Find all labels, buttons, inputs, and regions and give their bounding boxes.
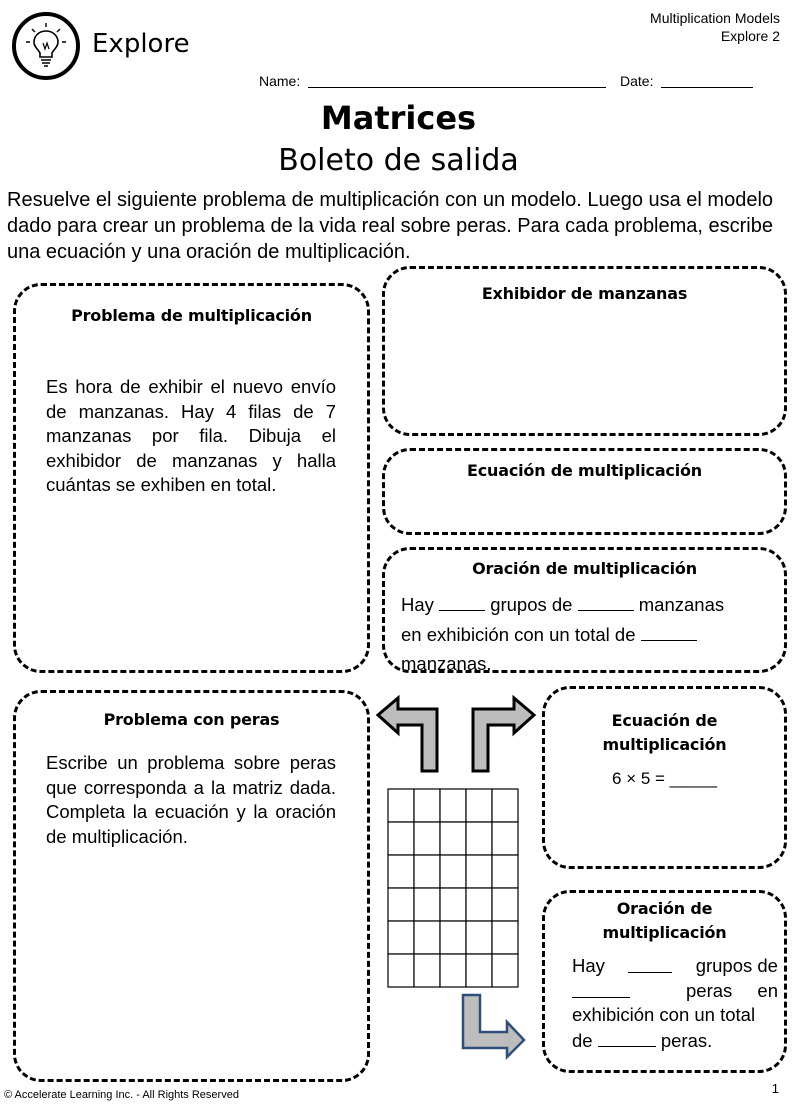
equation2-title-line1: Ecuación de <box>611 711 718 730</box>
sentence1-part1: Hay <box>401 594 434 615</box>
array-model <box>387 788 517 986</box>
sentence1-blank-groups[interactable] <box>439 592 485 611</box>
date-field[interactable] <box>661 87 753 88</box>
problem2-text: Escribe un problema sobre peras que corresponda a la matriz dada. Completa la ecuación y la oración de multiplicación. <box>46 752 336 847</box>
array-cell <box>414 954 440 987</box>
problem1-text: Es hora de exhibir el nuevo envío de manzanas. Hay 4 filas de 7 manzanas por fila. Dibuja el exhibidor de manzanas y halla cuántas se exhiben en total. <box>46 376 336 495</box>
explore-logo <box>11 11 81 81</box>
problem1-title: Problema de multiplicación <box>71 306 312 325</box>
array-cell <box>492 789 518 822</box>
array-cell <box>388 888 414 921</box>
array-cell <box>466 921 492 954</box>
array-cell <box>414 855 440 888</box>
sentence1-title: Oración de multiplicación <box>472 559 697 578</box>
array-cell <box>466 789 492 822</box>
array-cell <box>388 855 414 888</box>
array-cell <box>440 855 466 888</box>
sentence2-part1: Hay <box>572 955 605 976</box>
equation-box-manzanas[interactable] <box>382 448 787 535</box>
equation-box-peras <box>542 686 787 869</box>
array-cell <box>466 855 492 888</box>
sentence-box-manzanas <box>382 547 787 673</box>
sentence-box-peras <box>542 890 787 1073</box>
array-cell <box>492 954 518 987</box>
unit-title: Multiplication Models <box>650 10 780 26</box>
sentence1-part4: en exhibición con un total de <box>401 623 636 645</box>
problem-box-peras <box>13 690 370 1082</box>
equation1-title: Ecuación de multiplicación <box>467 461 702 480</box>
sentence1-part5: manzanas. <box>401 653 492 674</box>
instructions: Resuelve el siguiente problema de multiplicación con un modelo. Luego usa el modelo dado para crear un problema de la vida real sobre peras. Para cada problema, escribe una ecuación y una oración de multiplicación. <box>7 189 774 263</box>
array-cell <box>388 789 414 822</box>
array-cell <box>492 855 518 888</box>
sentence1-part2: grupos de <box>490 594 573 615</box>
display-box-title: Exhibidor de manzanas <box>481 284 688 303</box>
sentence2-part5: de <box>572 1029 593 1051</box>
array-cell <box>466 954 492 987</box>
array-cell <box>414 888 440 921</box>
array-grid-svg <box>387 788 519 988</box>
array-cell <box>388 822 414 855</box>
array-cell <box>388 954 414 987</box>
sentence2-title-line1: Oración de <box>616 899 713 918</box>
name-label: Name: <box>259 73 301 89</box>
array-cell <box>492 921 518 954</box>
sentence2-part3: peras en <box>686 979 778 1001</box>
sentence1-part3: manzanas <box>638 594 725 615</box>
name-field[interactable] <box>308 87 606 88</box>
sentence1-text <box>401 590 771 679</box>
date-label: Date: <box>620 73 654 89</box>
apple-display-box[interactable] <box>382 266 787 436</box>
lesson-label: Explore 2 <box>720 28 780 44</box>
logo-label: Explore <box>92 29 190 59</box>
array-cell <box>440 822 466 855</box>
array-cell <box>388 921 414 954</box>
sentence2-title-line2: multiplicación <box>602 923 727 942</box>
sentence1-blank-count[interactable] <box>578 592 634 611</box>
array-cell <box>440 921 466 954</box>
sentence2-text <box>572 954 778 1053</box>
array-cell <box>466 822 492 855</box>
page-number: 1 <box>771 1081 779 1096</box>
array-cell <box>466 888 492 921</box>
problem2-title: Problema con peras <box>103 710 280 729</box>
sentence2-blank-groups[interactable] <box>628 954 672 973</box>
sentence2-blank-count[interactable] <box>572 979 630 998</box>
array-cell <box>414 822 440 855</box>
array-cell <box>492 888 518 921</box>
array-cell <box>414 789 440 822</box>
arrow-left-icon <box>376 695 446 775</box>
array-cell <box>414 921 440 954</box>
array-cell <box>440 789 466 822</box>
problem-box-manzanas <box>13 283 370 673</box>
array-cell <box>440 888 466 921</box>
sentence2-blank-total[interactable] <box>598 1028 656 1047</box>
page-subtitle: Boleto de salida <box>278 143 519 178</box>
array-cell <box>492 822 518 855</box>
lightbulb-icon <box>11 11 81 81</box>
copyright: © Accelerate Learning Inc. - All Rights Reserved <box>4 1089 239 1101</box>
equation2-title-line2: multiplicación <box>602 735 727 754</box>
sentence1-blank-total[interactable] <box>641 622 697 641</box>
sentence2-part4: exhibición con un total <box>572 1004 756 1025</box>
page-title: Matrices <box>320 99 477 137</box>
sentence2-part6: peras. <box>660 1029 713 1051</box>
array-cell <box>440 954 466 987</box>
sentence2-part2: grupos de <box>695 955 778 976</box>
equation2-expression[interactable]: 6 × 5 = _____ <box>612 769 717 788</box>
arrow-right-icon <box>468 695 538 775</box>
arrow-down-right-icon <box>460 993 530 1063</box>
